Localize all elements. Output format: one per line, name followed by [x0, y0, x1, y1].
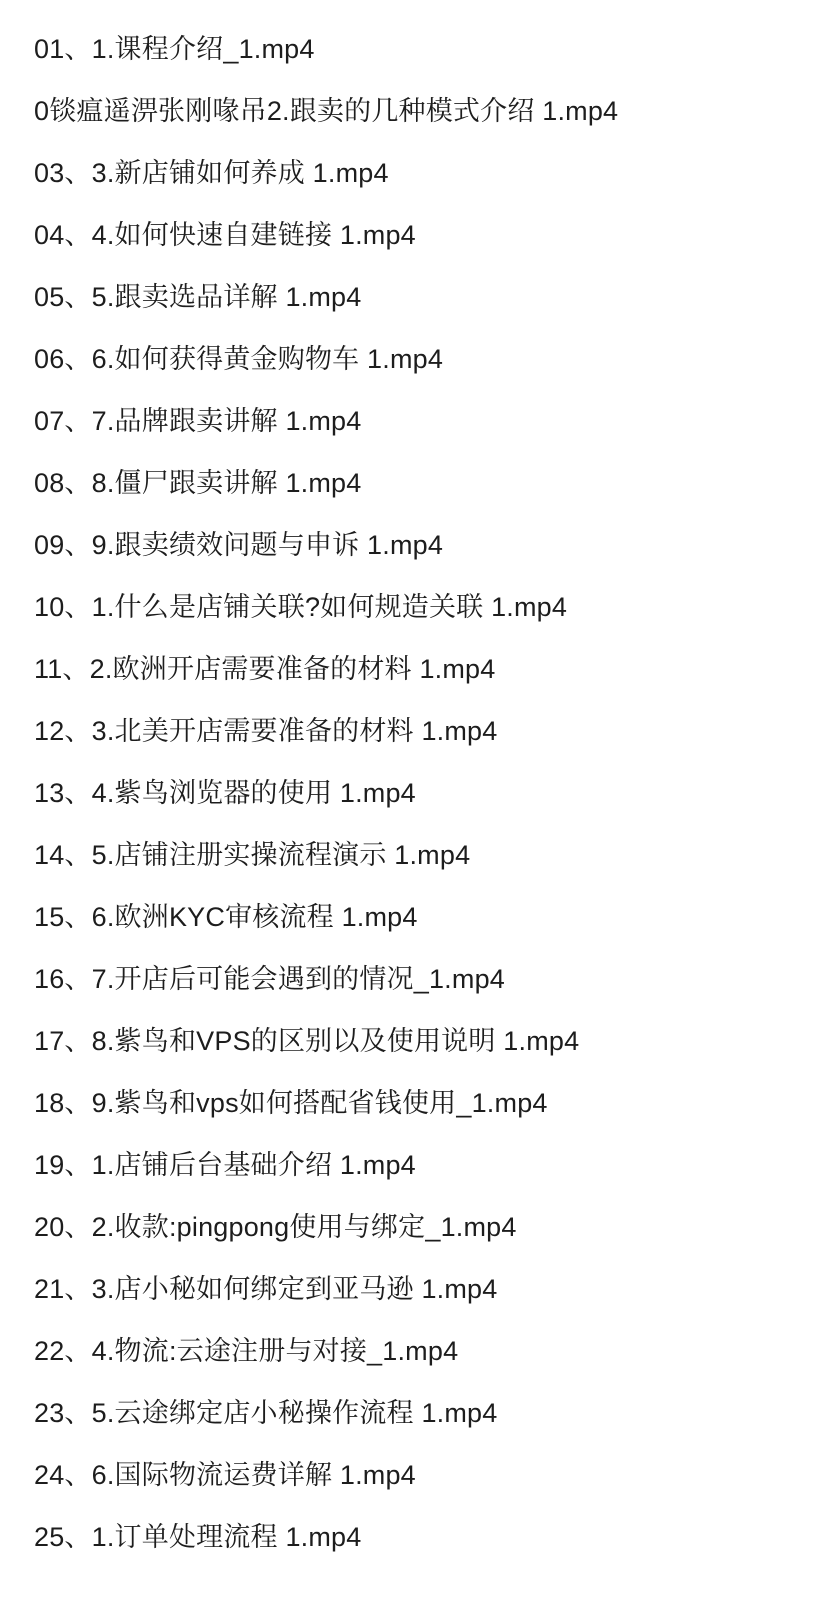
list-item[interactable]: 07、7.品牌跟卖讲解 1.mp4 — [34, 406, 362, 436]
list-item[interactable]: 20、2.收款:pingpong使用与绑定_1.mp4 — [34, 1212, 517, 1242]
list-item[interactable]: 23、5.云途绑定店小秘操作流程 1.mp4 — [34, 1398, 498, 1428]
list-item[interactable]: 15、6.欧洲KYC审核流程 1.mp4 — [34, 902, 418, 932]
list-item[interactable]: 12、3.北美开店需要准备的材料 1.mp4 — [34, 716, 498, 746]
list-item[interactable]: 08、8.僵尸跟卖讲解 1.mp4 — [34, 468, 362, 498]
list-item[interactable]: 04、4.如何快速自建链接 1.mp4 — [34, 220, 416, 250]
list-item[interactable]: 0锬瘟遥淠张刚喙吊2.跟卖的几种模式介绍 1.mp4 — [34, 96, 619, 126]
list-item[interactable]: 16、7.开店后可能会遇到的情况_1.mp4 — [34, 964, 506, 994]
list-item[interactable]: 06、6.如何获得黄金购物车 1.mp4 — [34, 344, 444, 374]
list-item[interactable]: 05、5.跟卖选品详解 1.mp4 — [34, 282, 362, 312]
list-item[interactable]: 21、3.店小秘如何绑定到亚马逊 1.mp4 — [34, 1274, 498, 1304]
list-item[interactable]: 13、4.紫鸟浏览器的使用 1.mp4 — [34, 778, 416, 808]
list-item[interactable]: 10、1.什么是店铺关联?如何规造关联 1.mp4 — [34, 592, 568, 622]
list-item[interactable]: 18、9.紫鸟和vps如何搭配省钱使用_1.mp4 — [34, 1088, 548, 1118]
list-item[interactable]: 09、9.跟卖绩效问题与申诉 1.mp4 — [34, 530, 444, 560]
list-item[interactable]: 24、6.国际物流运费详解 1.mp4 — [34, 1460, 416, 1490]
list-item[interactable]: 01、1.课程介绍_1.mp4 — [34, 34, 315, 64]
list-item[interactable]: 14、5.店铺注册实操流程演示 1.mp4 — [34, 840, 471, 870]
list-item[interactable]: 19、1.店铺后台基础介绍 1.mp4 — [34, 1150, 416, 1180]
list-item[interactable]: 17、8.紫鸟和VPS的区别以及使用说明 1.mp4 — [34, 1026, 580, 1056]
list-item[interactable]: 03、3.新店铺如何养成 1.mp4 — [34, 158, 389, 188]
list-item[interactable]: 11、2.欧洲开店需要准备的材料 1.mp4 — [34, 654, 496, 684]
list-item[interactable]: 25、1.订单处理流程 1.mp4 — [34, 1522, 362, 1552]
list-item[interactable]: 22、4.物流:云途注册与对接_1.mp4 — [34, 1336, 459, 1366]
